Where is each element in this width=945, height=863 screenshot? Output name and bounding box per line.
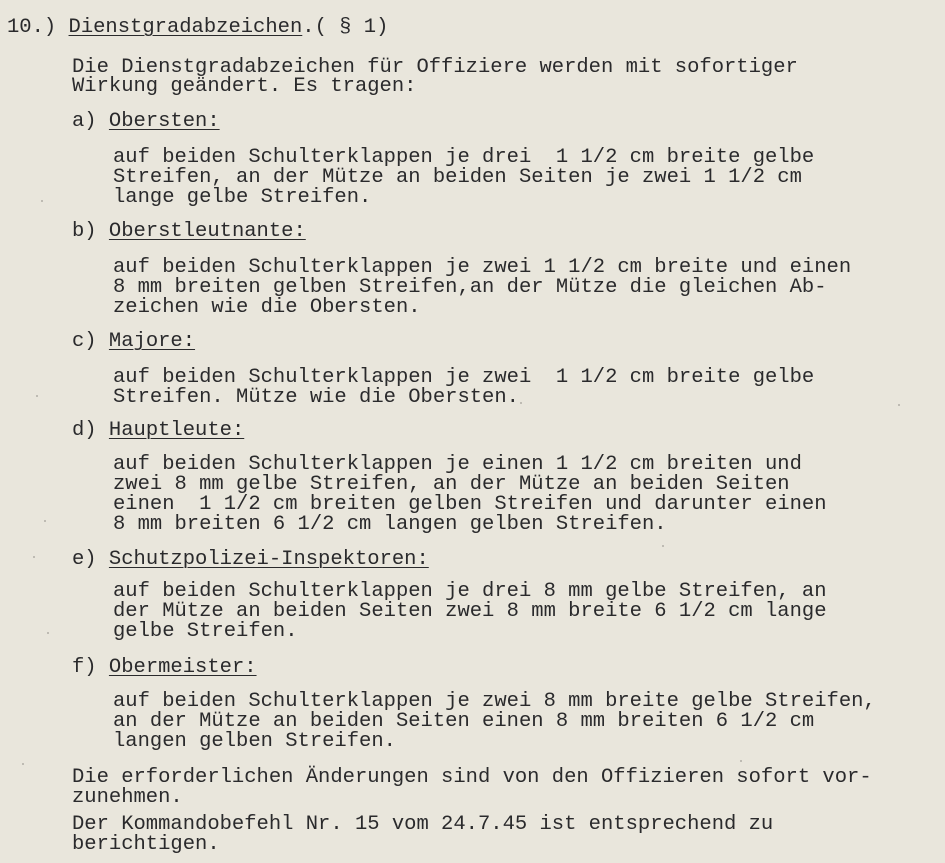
- item-f-line: auf beiden Schulterklappen je zwei 8 mm breite gelbe Streifen,: [113, 690, 876, 713]
- paper-speck: [36, 395, 38, 397]
- section-title-suffix: .( § 1): [302, 16, 389, 39]
- paper-speck: [662, 545, 664, 547]
- item-c-line: Streifen. Mütze wie die Obersten.: [113, 386, 519, 409]
- item-title: Obermeister:: [108, 656, 257, 679]
- section-title: Dienstgradabzeichen: [68, 16, 303, 39]
- paper-speck: [33, 556, 35, 558]
- closing-line: Der Kommandobefehl Nr. 15 vom 24.7.45 ist entsprechend zu: [72, 813, 774, 836]
- item-b-line: zeichen wie die Obersten.: [113, 296, 421, 319]
- item-letter: a): [72, 110, 97, 133]
- item-heading-a: [72, 112, 220, 132]
- paper-speck: [520, 402, 522, 404]
- item-title: Hauptleute:: [108, 419, 245, 442]
- item-f-line: langen gelben Streifen.: [113, 730, 396, 753]
- closing-line: zunehmen.: [72, 786, 183, 809]
- item-heading-f: [72, 658, 257, 678]
- paper-speck: [44, 520, 46, 522]
- paper-speck: [22, 763, 24, 765]
- closing-line: berichtigen.: [72, 833, 220, 856]
- section-number: 10.): [7, 16, 57, 39]
- item-heading-b: [72, 222, 306, 242]
- paper-speck: [47, 632, 49, 634]
- item-heading-e: [72, 550, 429, 570]
- paper-speck: [898, 404, 900, 406]
- intro-line: Die Dienstgradabzeichen für Offiziere werden mit sofortiger: [72, 56, 798, 79]
- item-f-line: an der Mütze an beiden Seiten einen 8 mm breiten 6 1/2 cm: [113, 710, 815, 733]
- item-letter: e): [72, 548, 97, 571]
- item-title: Oberstleutnante:: [108, 220, 306, 243]
- item-letter: c): [72, 330, 97, 353]
- item-title: Majore:: [108, 330, 196, 353]
- item-b-line: 8 mm breiten gelben Streifen,an der Mütze die gleichen Ab-: [113, 276, 827, 299]
- item-letter: f): [72, 656, 97, 679]
- item-letter: b): [72, 220, 97, 243]
- intro-line: Wirkung geändert. Es tragen:: [72, 75, 417, 98]
- item-letter: d): [72, 419, 97, 442]
- paper-speck: [41, 200, 43, 202]
- item-a-line: auf beiden Schulterklappen je drei 1 1/2 cm breite gelbe: [113, 146, 815, 169]
- item-d-line: einen 1 1/2 cm breiten gelben Streifen und darunter einen: [113, 493, 827, 516]
- item-e-line: der Mütze an beiden Seiten zwei 8 mm breite 6 1/2 cm lange: [113, 600, 827, 623]
- item-d-line: 8 mm breiten 6 1/2 cm langen gelben Streifen.: [113, 513, 667, 536]
- item-d-line: zwei 8 mm gelbe Streifen, an der Mütze an beiden Seiten: [113, 473, 790, 496]
- closing-line: Die erforderlichen Änderungen sind von den Offizieren sofort vor-: [72, 766, 872, 789]
- item-heading-c: [72, 332, 195, 352]
- item-title: Obersten:: [108, 110, 220, 133]
- item-d-line: auf beiden Schulterklappen je einen 1 1/2 cm breiten und: [113, 453, 802, 476]
- item-heading-d: [72, 421, 244, 441]
- item-title: Schutzpolizei-Inspektoren:: [108, 548, 429, 571]
- item-c-line: auf beiden Schulterklappen je zwei 1 1/2 cm breite gelbe: [113, 366, 815, 389]
- item-e-line: auf beiden Schulterklappen je drei 8 mm gelbe Streifen, an: [113, 580, 827, 603]
- section-heading: [7, 18, 388, 38]
- item-a-line: Streifen, an der Mütze an beiden Seiten je zwei 1 1/2 cm: [113, 166, 802, 189]
- item-b-line: auf beiden Schulterklappen je zwei 1 1/2 cm breite und einen: [113, 256, 852, 279]
- item-a-line: lange gelbe Streifen.: [113, 186, 372, 209]
- item-e-line: gelbe Streifen.: [113, 620, 298, 643]
- paper-speck: [740, 760, 742, 762]
